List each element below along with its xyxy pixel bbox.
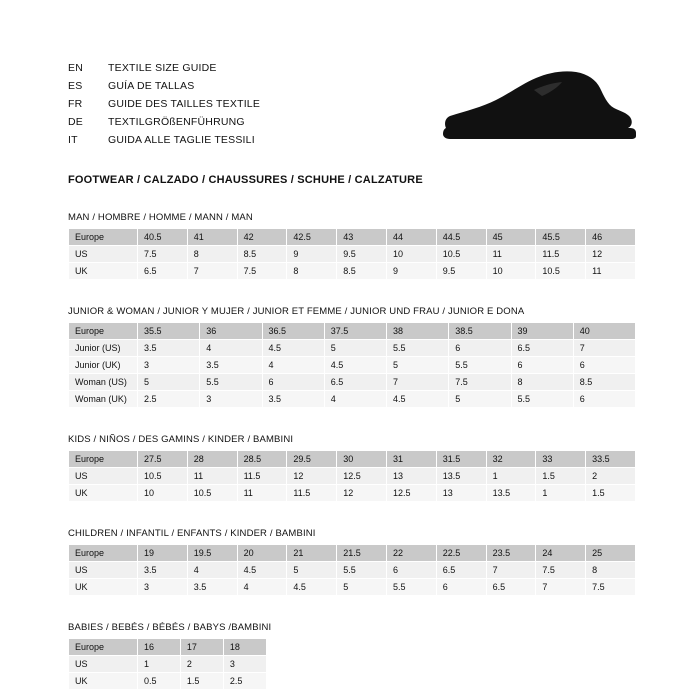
table-row: [69, 357, 636, 374]
size-cell: 1.5: [586, 485, 636, 502]
language-code: ES: [68, 80, 83, 92]
column-header-cell: 18: [223, 639, 266, 656]
size-group: [68, 434, 636, 502]
size-cell: 3.5: [187, 579, 237, 596]
size-cell: 7: [387, 374, 449, 391]
size-cell: 8: [511, 374, 573, 391]
size-cell: 12: [337, 485, 387, 502]
size-cell: 1: [486, 468, 536, 485]
row-label: US: [69, 656, 138, 673]
size-cell: 11.5: [287, 485, 337, 502]
column-header-cell: 38.5: [449, 323, 511, 340]
size-cell: 7.5: [586, 579, 636, 596]
size-cell: 4.5: [237, 562, 287, 579]
language-code: EN: [68, 62, 83, 74]
size-cell: 12.5: [337, 468, 387, 485]
row-label: UK: [69, 485, 138, 502]
size-cell: 5.5: [386, 579, 436, 596]
size-cell: 1.5: [180, 673, 223, 690]
size-cell: 9: [287, 246, 337, 263]
row-label: Europe: [69, 323, 138, 340]
row-label: UK: [69, 579, 138, 596]
size-cell: 3.5: [200, 357, 262, 374]
size-cell: 7.5: [449, 374, 511, 391]
size-cell: 6: [262, 374, 324, 391]
size-cell: 7: [486, 562, 536, 579]
size-cell: 5: [287, 562, 337, 579]
row-label: UK: [69, 673, 138, 690]
column-header-cell: 22: [386, 545, 436, 562]
size-cell: 5: [337, 579, 387, 596]
size-group: [68, 306, 636, 408]
size-group-title: MAN / HOMBRE / HOMME / MANN / MAN: [68, 212, 253, 223]
size-cell: 5: [449, 391, 511, 408]
table-row: [69, 246, 636, 263]
size-cell: 5.5: [511, 391, 573, 408]
size-cell: 6.5: [486, 579, 536, 596]
language-guide-title: GUIDE DES TAILLES TEXTILE: [108, 98, 261, 110]
size-cell: 13: [386, 468, 436, 485]
row-label: US: [69, 562, 138, 579]
size-cell: 12.5: [386, 485, 436, 502]
size-cell: 4: [262, 357, 324, 374]
size-cell: 7: [536, 579, 586, 596]
size-cell: 8.5: [237, 246, 287, 263]
table-row: [69, 374, 636, 391]
size-cell: 4.5: [287, 579, 337, 596]
size-table: [68, 544, 636, 596]
size-cell: 10.5: [436, 246, 486, 263]
language-guide-title: TEXTILGRÖßENFÜHRUNG: [108, 116, 245, 128]
size-cell: 5: [387, 357, 449, 374]
size-group-title: BABIES / BEBÉS / BÉBÉS / BABYS /BAMBINI: [68, 622, 272, 633]
size-cell: 1.5: [536, 468, 586, 485]
column-header-cell: 17: [180, 639, 223, 656]
size-cell: 7: [187, 263, 237, 280]
table-row: [69, 323, 636, 340]
size-table: [68, 638, 267, 690]
size-cell: 2: [586, 468, 636, 485]
row-label: Woman (UK): [69, 391, 138, 408]
column-header-cell: 23.5: [486, 545, 536, 562]
column-header-cell: 25: [586, 545, 636, 562]
size-cell: 6: [573, 391, 635, 408]
size-cell: 4: [324, 391, 386, 408]
size-group-title: JUNIOR & WOMAN / JUNIOR Y MUJER / JUNIOR ET FEMME / JUNIOR UND FRAU / JUNIOR E DONA: [68, 306, 525, 317]
size-cell: 13.5: [486, 485, 536, 502]
column-header-cell: 29.5: [287, 451, 337, 468]
size-cell: 5.5: [200, 374, 262, 391]
size-cell: 6.5: [436, 562, 486, 579]
size-cell: 5.5: [449, 357, 511, 374]
size-cell: 3.5: [262, 391, 324, 408]
language-guide-title: TEXTILE SIZE GUIDE: [108, 62, 217, 74]
size-cell: 11: [586, 263, 636, 280]
size-cell: 6: [449, 340, 511, 357]
row-label: Junior (US): [69, 340, 138, 357]
size-cell: 4: [200, 340, 262, 357]
size-group-title: CHILDREN / INFANTIL / ENFANTS / KINDER / BAMBINI: [68, 528, 316, 539]
column-header-cell: 35.5: [138, 323, 200, 340]
size-cell: 6: [573, 357, 635, 374]
table-row: [69, 468, 636, 485]
column-header-cell: 19: [138, 545, 188, 562]
table-row: [69, 263, 636, 280]
column-header-cell: 33: [536, 451, 586, 468]
column-header-cell: 33.5: [586, 451, 636, 468]
language-code: FR: [68, 98, 83, 110]
table-row: [69, 562, 636, 579]
size-table: [68, 322, 636, 408]
size-cell: 3.5: [138, 562, 188, 579]
column-header-cell: 42.5: [287, 229, 337, 246]
size-cell: 9: [386, 263, 436, 280]
column-header-cell: 22.5: [436, 545, 486, 562]
column-header-cell: 24: [536, 545, 586, 562]
size-cell: 9.5: [436, 263, 486, 280]
size-cell: 1: [536, 485, 586, 502]
size-cell: 12: [287, 468, 337, 485]
table-row: [69, 451, 636, 468]
size-group-title: KIDS / NIÑOS / DES GAMINS / KINDER / BAMBINI: [68, 434, 294, 445]
size-group: [68, 528, 636, 596]
size-cell: 11.5: [536, 246, 586, 263]
size-cell: 4: [187, 562, 237, 579]
table-row: [69, 656, 267, 673]
table-row: [69, 545, 636, 562]
row-label: Europe: [69, 229, 138, 246]
size-cell: 11: [486, 246, 536, 263]
table-row: [69, 673, 267, 690]
column-header-cell: 40: [573, 323, 635, 340]
size-cell: 11.5: [237, 468, 287, 485]
size-cell: 3: [223, 656, 266, 673]
column-header-cell: 38: [387, 323, 449, 340]
row-label: Europe: [69, 639, 138, 656]
table-row: [69, 639, 267, 656]
size-cell: 3.5: [138, 340, 200, 357]
size-cell: 6.5: [324, 374, 386, 391]
size-cell: 5: [138, 374, 200, 391]
table-row: [69, 485, 636, 502]
size-table: [68, 450, 636, 502]
row-label: US: [69, 246, 138, 263]
size-cell: 1: [138, 656, 181, 673]
table-row: [69, 391, 636, 408]
size-cell: 5.5: [337, 562, 387, 579]
size-cell: 6: [386, 562, 436, 579]
size-cell: 8.5: [337, 263, 387, 280]
language-guide-title: GUIDA ALLE TAGLIE TESSILI: [108, 134, 255, 146]
size-cell: 10.5: [187, 485, 237, 502]
size-cell: 4: [237, 579, 287, 596]
column-header-cell: 40.5: [138, 229, 188, 246]
column-header-cell: 45.5: [536, 229, 586, 246]
size-cell: 6: [436, 579, 486, 596]
row-label: Europe: [69, 545, 138, 562]
column-header-cell: 43: [337, 229, 387, 246]
size-cell: 4.5: [387, 391, 449, 408]
size-cell: 2.5: [223, 673, 266, 690]
column-header-cell: 20: [237, 545, 287, 562]
size-cell: 8: [287, 263, 337, 280]
table-row: [69, 579, 636, 596]
column-header-cell: 45: [486, 229, 536, 246]
size-cell: 8: [187, 246, 237, 263]
size-tables: [68, 212, 636, 690]
size-cell: 5.5: [387, 340, 449, 357]
column-header-cell: 41: [187, 229, 237, 246]
size-cell: 13.5: [436, 468, 486, 485]
size-cell: 7.5: [536, 562, 586, 579]
size-group: [68, 622, 636, 690]
column-header-cell: 44: [386, 229, 436, 246]
row-label: Woman (US): [69, 374, 138, 391]
size-cell: 11: [237, 485, 287, 502]
size-cell: 4.5: [324, 357, 386, 374]
column-header-cell: 28: [187, 451, 237, 468]
size-cell: 2.5: [138, 391, 200, 408]
row-label: Junior (UK): [69, 357, 138, 374]
column-header-cell: 19.5: [187, 545, 237, 562]
size-cell: 6.5: [138, 263, 188, 280]
dress-shoe-icon: [438, 66, 638, 146]
size-cell: 12: [586, 246, 636, 263]
size-cell: 7.5: [237, 263, 287, 280]
table-row: [69, 340, 636, 357]
size-cell: 10: [386, 246, 436, 263]
column-header-cell: 46: [586, 229, 636, 246]
size-cell: 13: [436, 485, 486, 502]
size-cell: 9.5: [337, 246, 387, 263]
row-label: Europe: [69, 451, 138, 468]
size-cell: 10.5: [536, 263, 586, 280]
column-header-cell: 31: [386, 451, 436, 468]
column-header-cell: 36: [200, 323, 262, 340]
column-header-cell: 42: [237, 229, 287, 246]
language-guide-title: GUÍA DE TALLAS: [108, 80, 195, 92]
size-cell: 3: [138, 579, 188, 596]
size-cell: 7: [573, 340, 635, 357]
column-header-cell: 21.5: [337, 545, 387, 562]
size-cell: 2: [180, 656, 223, 673]
column-header-cell: 39: [511, 323, 573, 340]
column-header-cell: 32: [486, 451, 536, 468]
row-label: US: [69, 468, 138, 485]
size-cell: 0.5: [138, 673, 181, 690]
column-header-cell: 44.5: [436, 229, 486, 246]
language-code: DE: [68, 116, 83, 128]
size-cell: 5: [324, 340, 386, 357]
size-cell: 8.5: [573, 374, 635, 391]
section-title: FOOTWEAR / CALZADO / CHAUSSURES / SCHUHE / CALZATURE: [68, 174, 423, 186]
size-cell: 3: [138, 357, 200, 374]
table-row: [69, 229, 636, 246]
column-header-cell: 16: [138, 639, 181, 656]
size-cell: 3: [200, 391, 262, 408]
size-cell: 6.5: [511, 340, 573, 357]
column-header-cell: 36.5: [262, 323, 324, 340]
column-header-cell: 27.5: [138, 451, 188, 468]
column-header-cell: 31.5: [436, 451, 486, 468]
row-label: UK: [69, 263, 138, 280]
size-table: [68, 228, 636, 280]
size-cell: 4.5: [262, 340, 324, 357]
size-cell: 6: [511, 357, 573, 374]
language-code: IT: [68, 134, 78, 146]
column-header-cell: 21: [287, 545, 337, 562]
column-header-cell: 30: [337, 451, 387, 468]
column-header-cell: 37.5: [324, 323, 386, 340]
size-cell: 10: [138, 485, 188, 502]
size-group: [68, 212, 636, 280]
size-cell: 7.5: [138, 246, 188, 263]
size-cell: 10.5: [138, 468, 188, 485]
size-cell: 8: [586, 562, 636, 579]
size-cell: 10: [486, 263, 536, 280]
column-header-cell: 28.5: [237, 451, 287, 468]
size-cell: 11: [187, 468, 237, 485]
